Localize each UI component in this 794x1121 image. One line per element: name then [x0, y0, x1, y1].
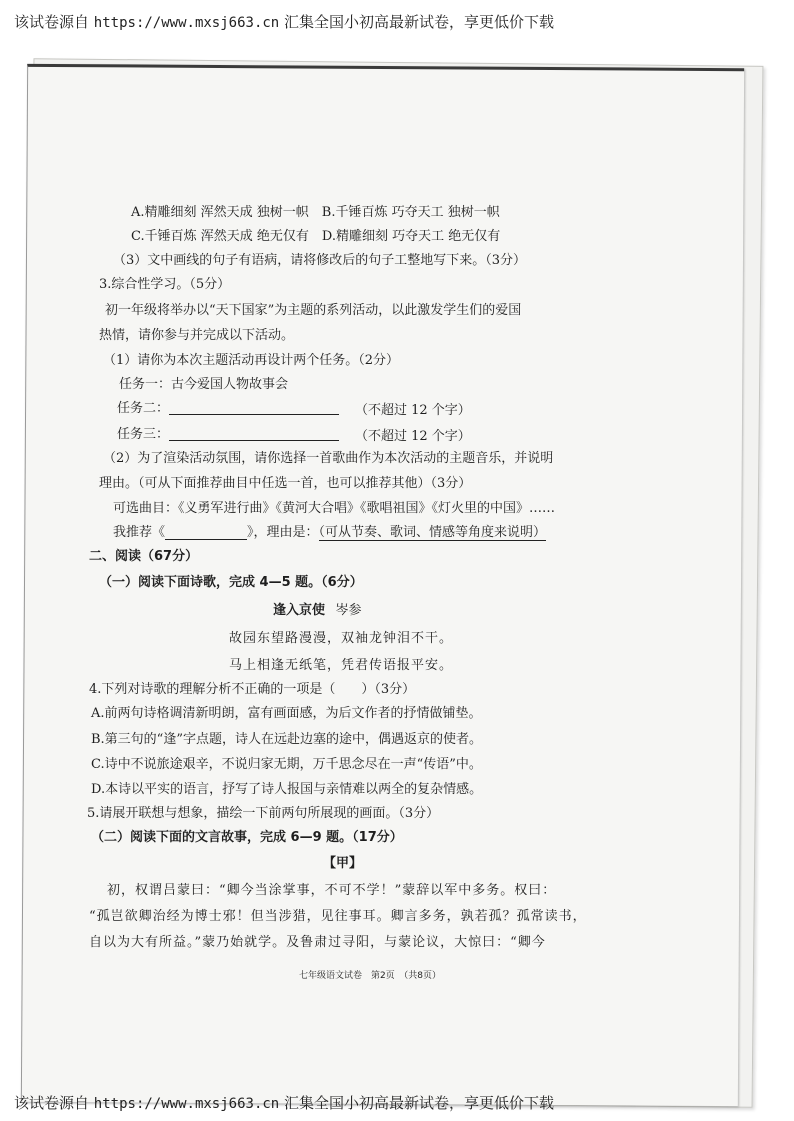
recommend-prefix: 我推荐《 [113, 525, 166, 540]
recommend-row [113, 526, 546, 540]
prose-line-3: 自以为大有所益。”蒙乃始就学。及鲁肃过寻阳，与蒙论议，大惊曰：“卿今 [89, 935, 546, 950]
q3-intro-2: 热情，请你参与并完成以下活动。 [99, 328, 295, 343]
recommend-hint: （可从节奏、歌词、情感等角度来说明） [318, 525, 547, 540]
q4-option-c: C.诗中不说旅途艰辛，不说归家无期，万千思念尽在一声“传语”中。 [91, 757, 482, 772]
q4-option-d: D.本诗以平实的语言，抒写了诗人报国与亲情难以两全的复杂情感。 [91, 782, 483, 797]
task-3-limit: （不超过 12 个字） [355, 429, 471, 444]
poem-author: 岑参 [335, 603, 362, 618]
q3-title: 3.综合性学习。（5分） [99, 277, 231, 292]
poem-line-2: 马上相逢无纸笔，凭君传语报平安。 [229, 658, 454, 673]
song-list: 可选曲目：《义勇军进行曲》《黄河大合唱》《歌唱祖国》《灯火里的中国》…… [113, 501, 556, 516]
banner-suffix: 汇集全国小初高最新试卷，享更低价下载 [284, 1094, 555, 1112]
recommend-mid: 》，理由是： [247, 525, 319, 540]
task-3-row [117, 428, 339, 441]
q4-stem: 4.下列对诗歌的理解分析不正确的一项是（ ）（3分） [89, 682, 416, 697]
q4-option-b: B.第三句的“逢”字点题，诗人在远赴边塞的途中，偶遇返京的使者。 [91, 732, 482, 747]
source-banner-bottom [14, 1092, 554, 1113]
task-2-limit: （不超过 12 个字） [355, 403, 471, 418]
source-banner-top [14, 11, 554, 32]
task-2-label: 任务二： [117, 401, 170, 416]
task-3-label: 任务三： [117, 427, 170, 442]
banner-link[interactable]: https://www.mxsj663.cn [93, 1096, 280, 1112]
song-blank[interactable] [165, 539, 247, 540]
passage-jia-label: 【甲】 [323, 856, 363, 871]
q5-stem: 5.请展开联想与想象，描绘一下前两句所展现的画面。（3分） [87, 806, 440, 821]
q2-option-row-2: C.千锤百炼 浑然天成 绝无仅有 D.精雕细刻 巧夺天工 绝无仅有 [131, 229, 501, 244]
task-2-row [117, 402, 339, 415]
section-2-title: 二、阅读（67分） [89, 549, 199, 564]
banner-prefix: 该试卷源自 [14, 13, 90, 31]
task-1: 任务一：古今爱国人物故事会 [119, 377, 289, 392]
prose-line-1: 初，权谓吕蒙曰：“卿今当涂掌事，不可不学！”蒙辞以军中多务。权曰： [107, 883, 557, 898]
q3-intro-1: 初一年级将举办以“天下国家”为主题的系列活动，以此激发学生们的爱国 [105, 303, 522, 318]
q3-sub1: （1）请你为本次主题活动再设计两个任务。（2分） [103, 353, 400, 368]
q3-sub2-1: （2）为了渲染活动氛围，请你选择一首歌曲作为本次活动的主题音乐，并说明 [103, 451, 554, 466]
q2-option-row-1: A.精雕细刻 浑然天成 独树一帜 B.千锤百炼 巧夺天工 独树一帜 [131, 205, 500, 220]
poem-title: 逢入京使 [273, 603, 326, 618]
banner-suffix: 汇集全国小初高最新试卷，享更低价下载 [284, 13, 555, 31]
task-2-blank[interactable] [169, 414, 339, 415]
q4-option-a: A.前两句诗格调清新明朗，富有画面感，为后文作者的抒情做铺垫。 [91, 706, 482, 721]
page-footer: 七年级语文试卷 第2页 （共8页） [299, 971, 441, 981]
reading-part-2-title: （二）阅读下面的文言故事，完成 6—9 题。（17分） [91, 830, 403, 845]
banner-prefix: 该试卷源自 [14, 1094, 90, 1112]
banner-link[interactable]: https://www.mxsj663.cn [93, 15, 280, 31]
poem-title-row [273, 604, 362, 617]
q3-sub2-2: 理由。（可从下面推荐曲目中任选一首，也可以推荐其他）（3分） [99, 476, 472, 491]
prose-line-2: “孤岂欲卿治经为博士邪！但当涉猎，见往事耳。卿言多务，孰若孤？孤常读书， [89, 909, 587, 924]
poem-line-1: 故园东望路漫漫，双袖龙钟泪不干。 [229, 631, 454, 646]
reading-part-1-title: （一）阅读下面诗歌，完成 4—5 题。（6分） [99, 575, 363, 590]
q2-sub3: （3）文中画线的句子有语病，请将修改后的句子工整地写下来。（3分） [113, 253, 527, 268]
task-3-blank[interactable] [169, 440, 339, 441]
